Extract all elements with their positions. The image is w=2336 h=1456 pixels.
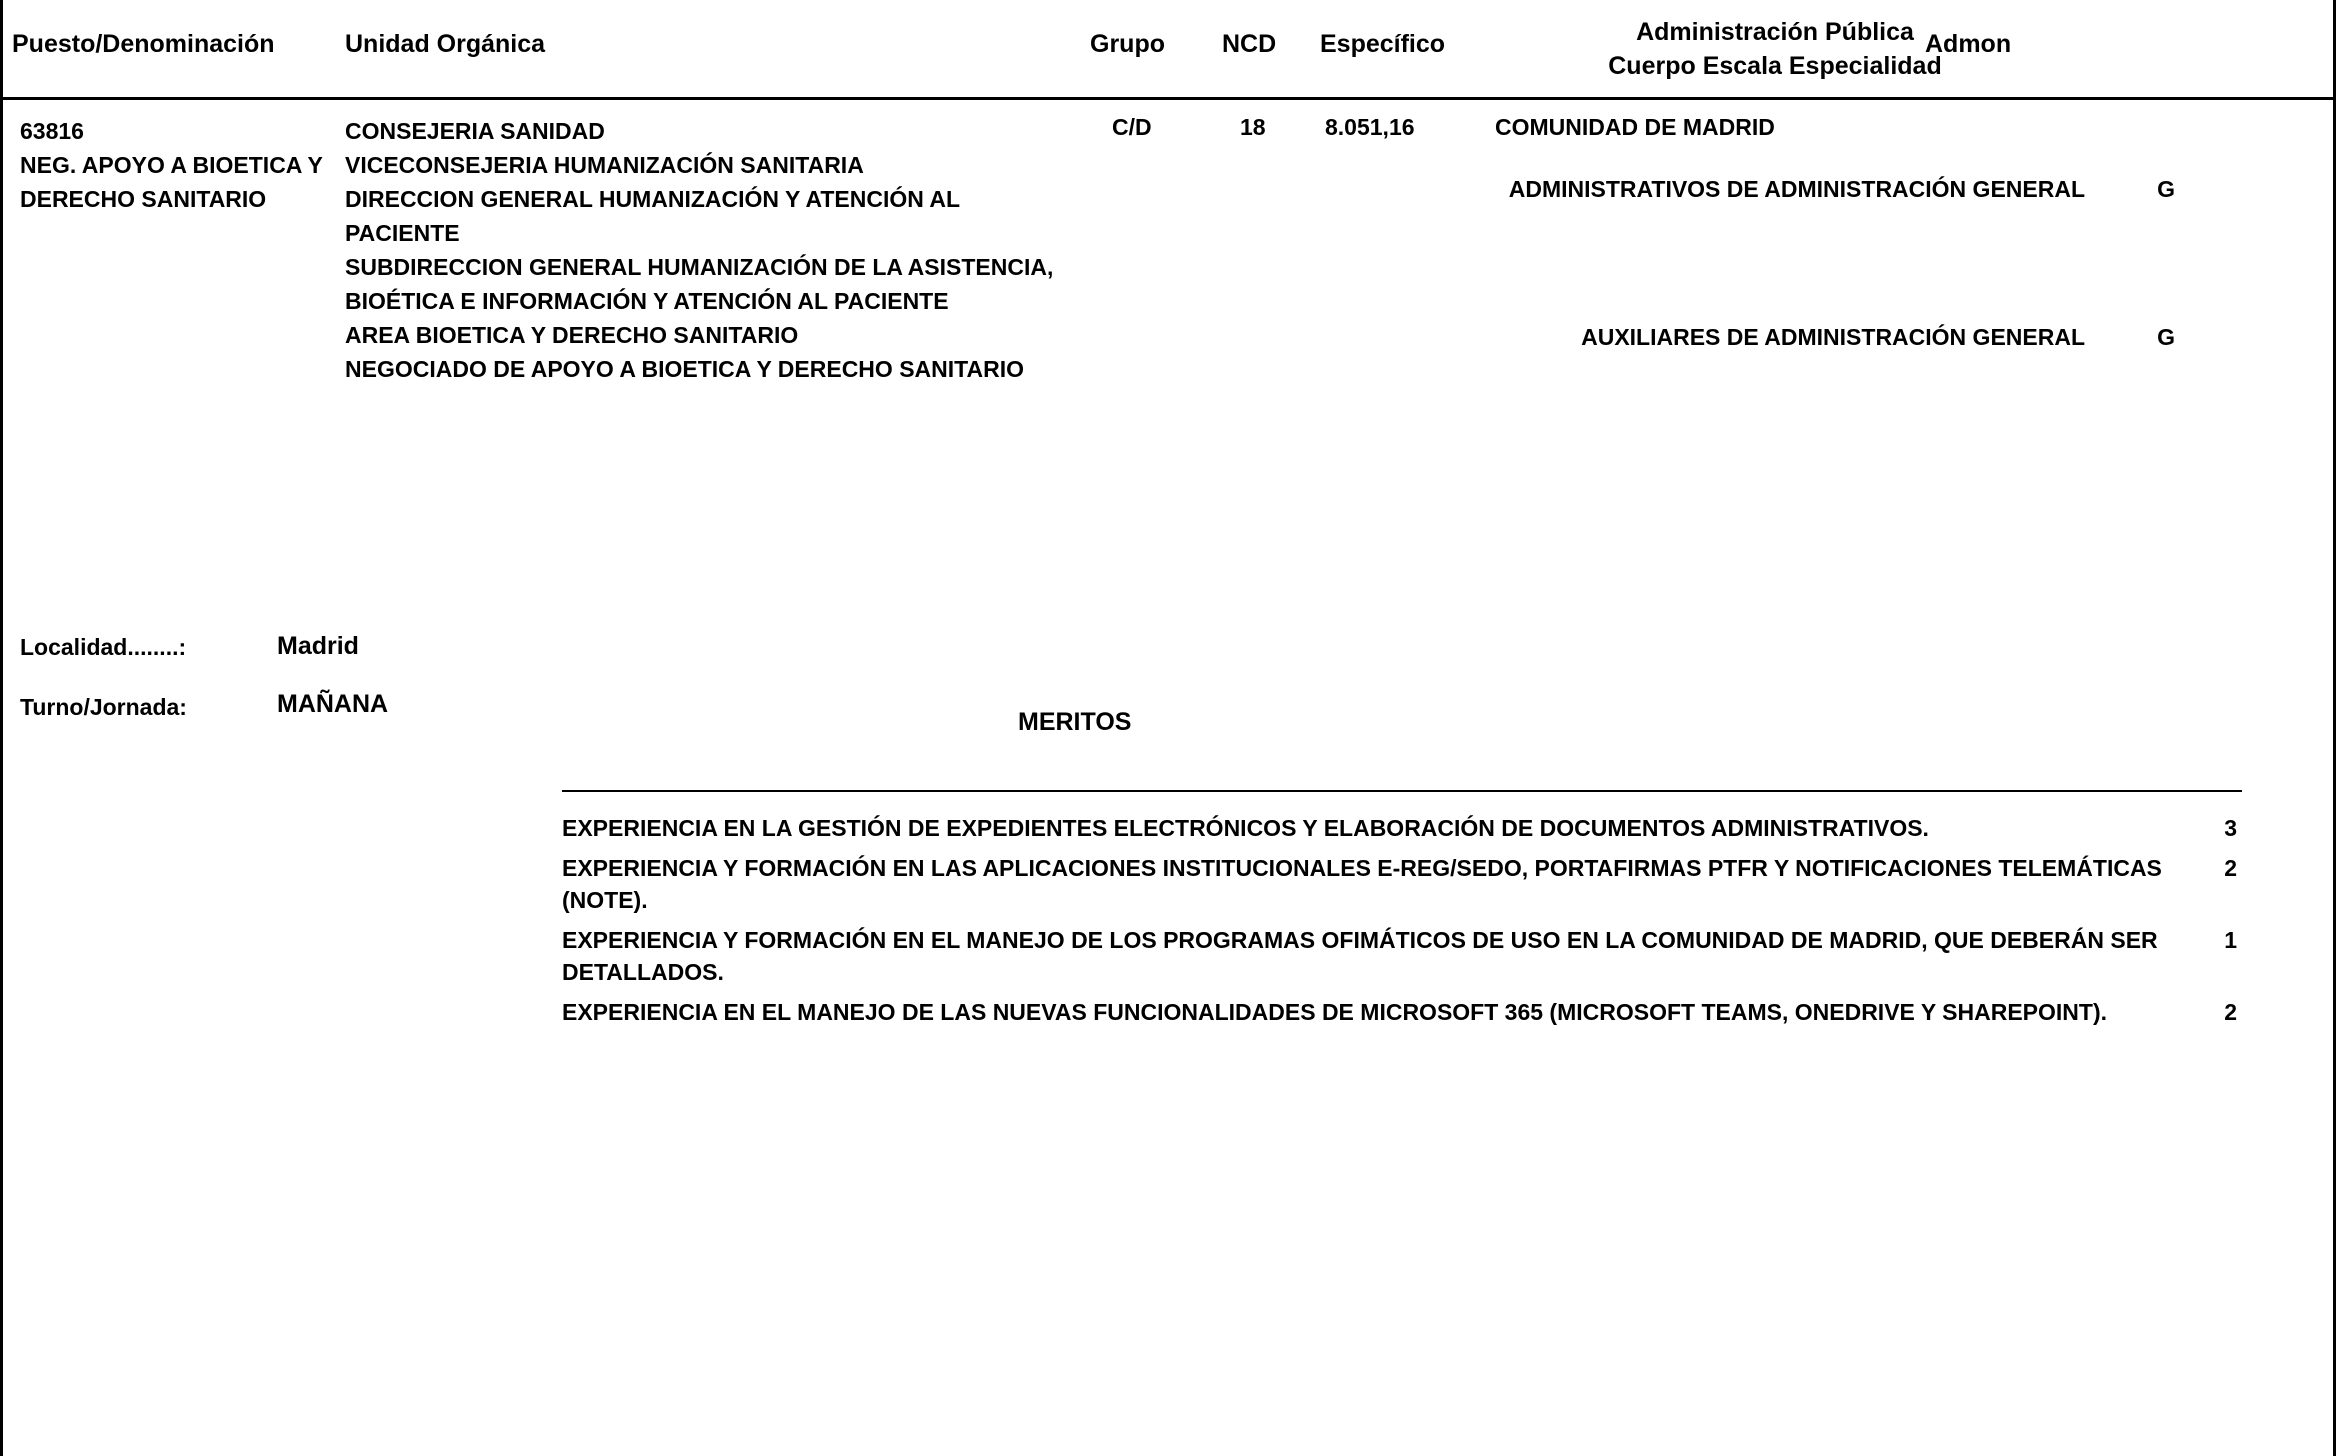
unidad-line: NEGOCIADO DE APOYO A BIOETICA Y DERECHO SANITARIO <box>345 356 1024 382</box>
cuerpo-nombre: ADMINISTRATIVOS DE ADMINISTRACIÓN GENERAL <box>1508 176 2085 202</box>
puesto-cell <box>20 114 340 216</box>
left-border-rule <box>0 0 3 1456</box>
cuerpo-admon: G <box>2157 176 2175 202</box>
merito-item <box>562 924 2252 988</box>
header-especifico: Específico <box>1320 30 1446 58</box>
merito-item <box>562 852 2252 916</box>
unidad-line: CONSEJERIA SANIDAD <box>345 118 605 144</box>
merito-item <box>562 996 2252 1028</box>
unidad-line: SUBDIRECCION GENERAL HUMANIZACIÓN DE LA ASISTENCIA, BIOÉTICA E INFORMACIÓN Y ATENCIÓN AL PACIENTE <box>345 254 1054 314</box>
merito-text: EXPERIENCIA Y FORMACIÓN EN EL MANEJO DE LOS PROGRAMAS OFIMÁTICOS DE USO EN LA COMUNIDAD DE MADRID, QUE DEBERÁN SER DETALLADOS. <box>562 927 2158 985</box>
header-administracion-publica: Administración Pública <box>1636 18 1914 46</box>
especifico-value: 8.051,16 <box>1325 114 1415 140</box>
cuerpo-nombre: AUXILIARES DE ADMINISTRACIÓN GENERAL <box>1581 324 2085 350</box>
merito-puntos: 2 <box>2224 855 2237 881</box>
turno-jornada-value: MAÑANA <box>277 690 389 718</box>
merito-item <box>562 812 2252 844</box>
unidad-organica-cell <box>345 114 1075 386</box>
meritos-separator-rule <box>562 790 2242 792</box>
header-cuerpo-escala-especialidad: Cuerpo Escala Especialidad <box>1608 52 1942 80</box>
table-header <box>0 0 2336 100</box>
merito-puntos: 1 <box>2224 927 2237 953</box>
puesto-codigo: 63816 <box>20 118 84 144</box>
localidad-label: Localidad........: <box>20 634 187 660</box>
meritos-title: MERITOS <box>1018 708 1132 736</box>
header-puesto: Puesto/Denominación <box>12 30 275 58</box>
merito-text: EXPERIENCIA Y FORMACIÓN EN LAS APLICACIONES INSTITUCIONALES E-REG/SEDO, PORTAFIRMAS PTFR Y NOTIFICACIONES TELEMÁTICAS (NOTE). <box>562 855 2162 913</box>
grupo-value: C/D <box>1112 114 1152 140</box>
header-admon: Admon <box>1925 30 2012 58</box>
merito-puntos: 2 <box>2224 999 2237 1025</box>
header-grupo: Grupo <box>1090 30 1165 58</box>
unidad-line: VICECONSEJERIA HUMANIZACIÓN SANITARIA <box>345 152 864 178</box>
meritos-list <box>562 812 2252 1036</box>
unidad-line: AREA BIOETICA Y DERECHO SANITARIO <box>345 322 799 348</box>
turno-jornada-label: Turno/Jornada: <box>20 694 187 720</box>
merito-text: EXPERIENCIA EN LA GESTIÓN DE EXPEDIENTES ELECTRÓNICOS Y ELABORACIÓN DE DOCUMENTOS ADMINISTRATIVOS. <box>562 815 1929 841</box>
header-separator-rule <box>0 97 2336 100</box>
puesto-denominacion: NEG. APOYO A BIOETICA Y DERECHO SANITARIO <box>20 152 323 212</box>
administracion-nombre: COMUNIDAD DE MADRID <box>1495 114 1775 140</box>
ncd-value: 18 <box>1240 114 1266 140</box>
unidad-line: DIRECCION GENERAL HUMANIZACIÓN Y ATENCIÓN AL PACIENTE <box>345 186 960 246</box>
merito-puntos: 3 <box>2224 815 2237 841</box>
cuerpo-admon: G <box>2157 324 2175 350</box>
header-ncd: NCD <box>1222 30 1277 58</box>
merito-text: EXPERIENCIA EN EL MANEJO DE LAS NUEVAS FUNCIONALIDADES DE MICROSOFT 365 (MICROSOFT TEAMS, ONEDRIVE Y SHAREPOINT). <box>562 999 2108 1025</box>
header-unidad-organica: Unidad Orgánica <box>345 30 546 58</box>
localidad-value: Madrid <box>277 632 359 660</box>
